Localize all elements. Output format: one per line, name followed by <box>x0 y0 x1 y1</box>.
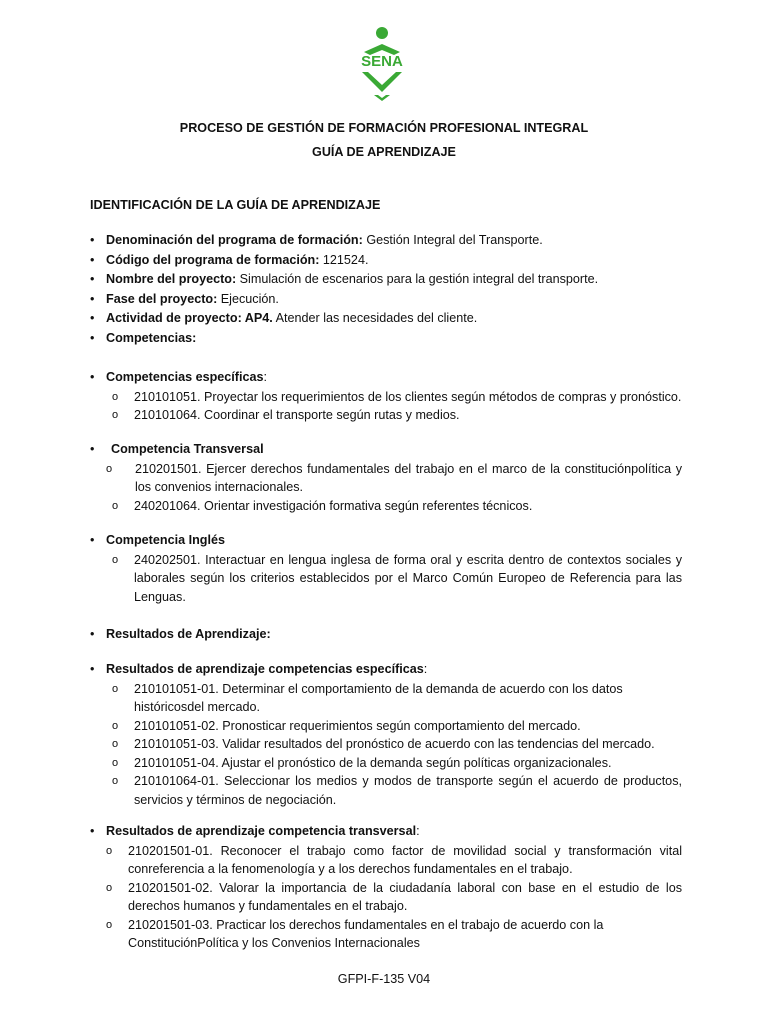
res-especificas-section <box>90 660 682 809</box>
item-label: Fase del proyecto: <box>106 291 218 306</box>
circle-bullet-icon: o <box>106 462 113 475</box>
section-heading: • Resultados de aprendizaje competencias específicas: <box>90 662 428 676</box>
list-item: o 240202501. Interactuar en lengua inglesa de forma oral y escrita dentro de contextos sociales y laborales según los criterios establecidos por el Marco Común Europeo de Referencia para las Lenguas. <box>112 552 682 604</box>
list-item: • Competencias: <box>90 330 197 345</box>
section-heading: • Resultados de Aprendizaje: <box>90 627 271 641</box>
list-item: o 210101051. Proyectar los requerimientos de los clientes según métodos de compras y pronóstico. <box>90 388 682 407</box>
circle-bullet-icon: o <box>112 553 119 566</box>
footer-code: GFPI-F-135 V04 <box>337 972 431 986</box>
logo-text: SENA <box>361 53 403 70</box>
list-item: • Nombre del proyecto: Simulación de escenarios para la gestión integral del transporte. <box>90 272 599 286</box>
list-item: • Fase del proyecto: Ejecución. <box>90 291 279 306</box>
list-item: o 210101064-01. Seleccionar los medios y modos de transporte según el acuerdo de productos, servicios y términos de negociación. <box>112 774 682 807</box>
item-label: Competencias: <box>106 330 197 345</box>
transversal-section <box>90 440 682 515</box>
identification-list <box>90 231 682 348</box>
list-item: o 210201501-02. Valorar la importancia de la ciudadanía laboral con base en el estudio de los derechos humanos y fundamentales en el trabajo. <box>106 880 682 913</box>
item-label: Actividad de proyecto: AP4. <box>106 311 273 325</box>
item-value: Gestión Integral del Transporte. <box>362 233 543 247</box>
list-item: o 240201064. Orientar investigación formativa según referentes técnicos. <box>90 497 682 516</box>
list-item: o 210101051-03. Validar resultados del pronóstico de acuerdo con las tendencias del mercado. <box>90 735 682 754</box>
logo-head-shape <box>376 27 388 39</box>
circle-bullet-icon: o <box>106 844 113 857</box>
circle-bullet-icon: o <box>112 719 119 732</box>
doc-title-process: PROCESO DE GESTIÓN DE FORMACIÓN PROFESIONAL INTEGRAL <box>179 121 589 135</box>
circle-bullet-icon: o <box>112 756 119 769</box>
item-value: Simulación de escenarios para la gestión integral del transporte. <box>236 272 599 286</box>
logo-legs-shape <box>362 72 402 92</box>
sena-logo <box>348 22 416 102</box>
item-value: Atender las necesidades del cliente. <box>272 311 478 325</box>
section-heading: • Competencias específicas: <box>90 370 267 384</box>
list-item: o 210101051-04. Ajustar el pronóstico de la demanda según políticas organizacionales. <box>90 754 682 773</box>
list-item: o 210201501-01. Reconocer el trabajo como factor de movilidad social y transformación vital conreferencia a la fenomenología y a los derechos fundamentales en el trabajo. <box>106 843 682 876</box>
circle-bullet-icon: o <box>112 390 119 403</box>
circle-bullet-icon: o <box>112 682 119 695</box>
circle-bullet-icon: o <box>106 918 113 931</box>
list-item: o 210101051-01. Determinar el comportamiento de la demanda de acuerdo con los datos históricosdel mercado. <box>112 681 623 714</box>
circle-bullet-icon: o <box>112 738 119 750</box>
circle-bullet-icon: o <box>106 881 113 894</box>
item-value: 121524. <box>319 252 369 267</box>
ingles-section <box>90 531 682 606</box>
list-item: • Actividad de proyecto: AP4. Atender las necesidades del cliente. <box>90 311 478 325</box>
section-heading: • Competencia Inglés <box>90 533 225 547</box>
item-label: Código del programa de formación: <box>106 252 320 267</box>
especificas-section <box>90 368 682 425</box>
logo-base-shape <box>374 95 390 101</box>
circle-bullet-icon: o <box>112 775 119 787</box>
res-transversal-section <box>90 822 682 953</box>
list-item: o 210201501. Ejercer derechos fundamentales del trabajo en el marco de la constituciónpolítica y los convenios internacionales. <box>106 461 682 494</box>
section-heading: • Resultados de aprendizaje competencia transversal: <box>90 824 420 838</box>
list-item: o 210101051-02. Pronosticar requerimientos según comportamiento del mercado. <box>90 717 682 736</box>
section-heading: • Competencia Transversal <box>90 442 264 456</box>
list-item: • Código del programa de formación: 121524. <box>90 252 369 267</box>
list-item: • Denominación del programa de formación: Gestión Integral del Transporte. <box>90 233 543 247</box>
section-identification-title: IDENTIFICACIÓN DE LA GUÍA DE APRENDIZAJE <box>90 198 381 212</box>
item-label: Nombre del proyecto: <box>106 272 237 286</box>
list-item: o 210101064. Coordinar el transporte según rutas y medios. <box>90 406 682 425</box>
item-value: Ejecución. <box>217 291 279 306</box>
doc-title-guide: GUÍA DE APRENDIZAJE <box>312 145 456 159</box>
resultados-section <box>90 625 682 645</box>
circle-bullet-icon: o <box>112 409 119 421</box>
item-label: Denominación del programa de formación: <box>106 233 363 247</box>
circle-bullet-icon: o <box>112 499 119 512</box>
list-item: o 210201501-03. Practicar los derechos fundamentales en el trabajo de acuerdo con la ConstituciónPolítica y los Convenios Internacionales <box>106 917 604 950</box>
